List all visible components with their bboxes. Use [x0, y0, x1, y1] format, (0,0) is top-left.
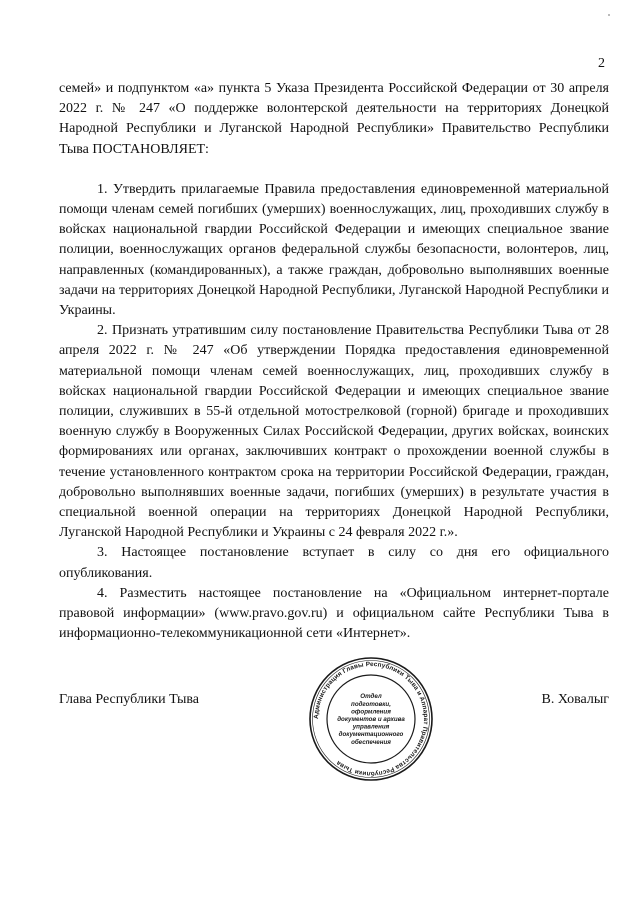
intro-paragraph: семей» и подпунктом «а» пункта 5 Указа Президента Российской Федерации от 30 апреля 2022 г. № 247 «О поддержке волонтерской деятельности на территориях Донецкой Народной Республики и Луганской Народной Республики» Правительство Республики Тыва ПОСТАНОВЛЯЕТ: — [59, 81, 609, 157]
stamp-center-line: подготовки, — [351, 700, 391, 708]
official-stamp — [307, 655, 435, 783]
page-number: 2 — [598, 56, 605, 71]
stamp-center-text — [337, 693, 405, 746]
stamp-center-line: обеспечения — [351, 738, 391, 746]
document-body — [59, 79, 609, 644]
stamp-center-line: управления — [352, 723, 390, 731]
stamp-center-line: Отдел — [360, 693, 382, 701]
stamp-center-line: документационного — [338, 731, 404, 739]
signatory-title: Глава Республики Тыва — [59, 692, 200, 707]
signatory-name: В. Ховалыг — [541, 692, 609, 707]
item-1: 1. Утвердить прилагаемые Правила предоставления единовременной материальной помощи членам семей погибших (умерших) военнослужащих, лиц, проходивших службу в войсках национальной гвардии Российской Федерации и имеющих специальное звание полиции, военнослужащих органов федеральной службы безопасности, волонтеров, лиц, направленных (командированных), а также граждан, добровольно выполнявших военные задачи на территориях Донецкой Народной Республики, Луганской Народной Республики и Украины. — [59, 181, 609, 319]
item-2: 2. Признать утратившим силу постановление Правительства Республики Тыва от 28 апреля 2022 г. № 247 «Об утверждении Порядка предоставления единовременной материальной помощи членам семей военнослужащих, лиц, проходивших службу в войсках национальной гвардии Российской Федерации и имеющих специальное звание полиции, служивших в 55-й отдельной мотострелковой (горной) бригаде и проходивших военную службу в Вооруженных Силах Российской Федерации, других войсках, воинских формированиях или органах, заключивших контракт о прохождении военной службы в течение установленного контрактом срока на территории Российской Федерации, граждан, добровольно выполнявших военные задачи, погибших (умерших) в результате участия в специальной военной операции на территориях Донецкой Народной Республики, Луганской Народной Республики и Украины с 24 февраля 2022 г.». — [59, 323, 609, 541]
item-4: 4. Разместить настоящее постановление на «Официальном интернет-портале правовой информации» (www.pravo.gov.ru) и официальном сайте Республики Тыва в информационно-телекоммуникационной сети «Интернет». — [59, 585, 609, 642]
stamp-center-line: документов и архива — [337, 716, 405, 723]
item-3: 3. Настоящее постановление вступает в силу со дня его официального опубликования. — [59, 545, 609, 581]
stamp-ring-text: Администрация Главы Республики Тыва и Аппарат Правительства Республики Тыва — [312, 660, 430, 778]
stamp-center-line: оформления — [351, 708, 391, 716]
scan-artifact — [608, 14, 610, 16]
